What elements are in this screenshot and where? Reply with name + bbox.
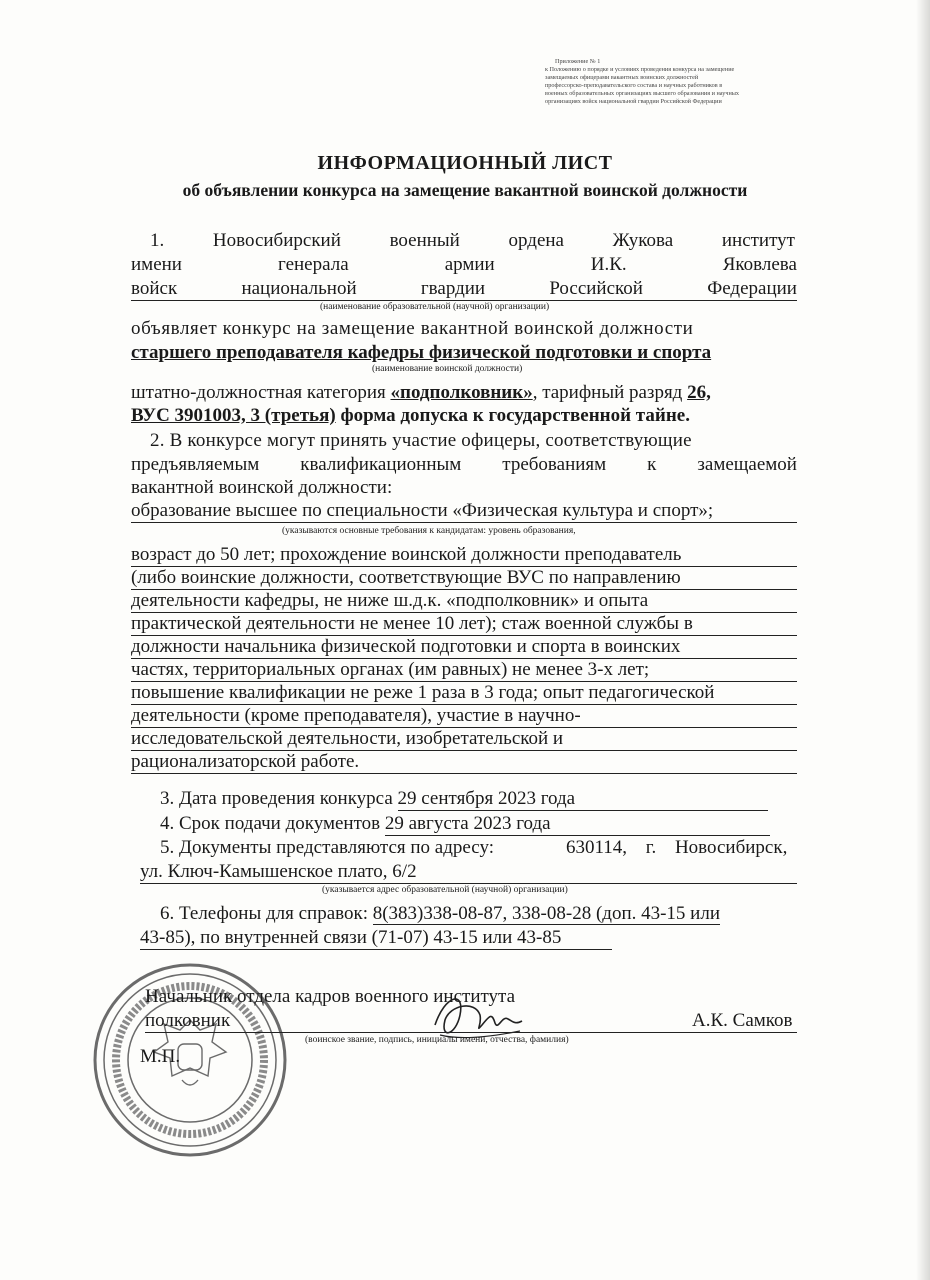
requirement-line: возраст до 50 лет; прохождение воинской должности преподаватель — [131, 544, 797, 567]
category-prefix: штатно-должностная категория — [131, 382, 391, 403]
signer-rank: полковник — [145, 1010, 231, 1031]
org-word: Жукова — [612, 230, 674, 251]
handwritten-signature — [420, 985, 530, 1055]
org-word: армии — [444, 254, 495, 275]
requirement-line: должности начальника физической подготовки и спорта в воинских — [131, 636, 797, 659]
org-word: генерала — [278, 254, 349, 275]
category-mid: , тарифный разряд — [532, 382, 688, 403]
appendix-line: к Положению о порядке и условиях проведения конкурса на замещение — [545, 66, 735, 73]
signature-hint: (воинское звание, подпись, инициалы имени, отчества, фамилия) — [305, 1035, 569, 1045]
appendix-note — [545, 58, 795, 106]
grade-value: 26, — [687, 382, 711, 403]
section4-line — [160, 813, 770, 836]
requirement-line: частях, территориальных органах (им равных) не менее 3-х лет; — [131, 659, 797, 682]
appendix-line: организациях войск национальной гвардии Российской Федерации — [545, 98, 722, 105]
section2-line3: вакантной воинской должности: — [131, 477, 393, 498]
section-number: 1. — [150, 230, 165, 251]
org-word: ордена — [508, 230, 564, 251]
org-word: национальной — [241, 278, 357, 299]
phones-label: 6. Телефоны для справок: — [160, 903, 373, 924]
appendix-line: Приложение № 1 — [555, 58, 601, 65]
appendix-line: военных образовательных организациях высшего образования и научных — [545, 90, 740, 97]
org-word: Федерации — [707, 278, 797, 299]
phones-line-2 — [140, 927, 612, 950]
vus-suffix: форма допуска к государственной тайне. — [335, 405, 690, 426]
org-word: И.К. — [590, 254, 627, 275]
req-word: квалификационным — [300, 454, 462, 475]
section2-line1: 2. В конкурсе могут принять участие офицеры, соответствующие — [150, 430, 692, 451]
org-word: институт — [721, 230, 795, 251]
req-word: замещаемой — [697, 454, 797, 475]
address-hint: (указывается адрес образовательной (научной) организации) — [322, 885, 568, 895]
org-word: Российской — [549, 278, 643, 299]
address-label: 5. Документы представляются по адресу: — [160, 837, 495, 858]
org-word: имени — [131, 254, 182, 275]
org-word: войск — [131, 278, 178, 299]
announce-text: объявляет конкурс на замещение вакантной воинской должности — [131, 318, 694, 339]
org-word: Яковлева — [722, 254, 797, 275]
req-word: предъявляемым — [131, 454, 260, 475]
requirements-hint: (указываются основные требования к кандидатам: уровень образования, — [282, 526, 576, 536]
org-word: военный — [389, 230, 460, 251]
address-value-2: ул. Ключ-Камышенское плато, 6/2 — [140, 861, 797, 884]
requirement-line: повышение квалификации не реже 1 раза в 3 года; опыт педагогической — [131, 682, 797, 705]
requirement-line: деятельности (кроме преподавателя), участие в научно- — [131, 705, 797, 728]
requirement-line: практической деятельности не менее 10 лет); стаж военной службы в — [131, 613, 797, 636]
position-hint: (наименование воинской должности) — [372, 364, 523, 374]
requirement-line: (либо воинские должности, соответствующие ВУС по направлению — [131, 567, 797, 590]
section3-line — [160, 788, 768, 811]
deadline-value: 29 августа 2023 года — [385, 813, 770, 836]
document-subtitle: об объявлении конкурса на замещение вакантной воинской должности — [182, 180, 748, 200]
signer-position: Начальник отдела кадров военного института — [145, 986, 516, 1007]
seal-place-label: М.П. — [140, 1046, 181, 1067]
requirement-line: деятельности кафедры, не ниже ш.д.к. «подполковник» и опыта — [131, 590, 797, 613]
category-line — [131, 382, 711, 404]
contest-date-value: 29 сентября 2023 года — [398, 788, 768, 811]
appendix-line: профессорско-преподавательского состава и научных работников в — [545, 82, 723, 89]
document-title: ИНФОРМАЦИОННЫЙ ЛИСТ — [317, 152, 613, 174]
org-line-1 — [150, 230, 795, 252]
signer-name: А.К. Самков — [692, 1010, 793, 1031]
requirement-line: исследовательской деятельности, изобретательской и — [131, 728, 797, 751]
org-word: гвардии — [420, 278, 486, 299]
org-word: Новосибирский — [212, 230, 341, 251]
address-value-1: 630114, г. Новосибирск, — [566, 837, 788, 858]
deadline-label: 4. Срок подачи документов — [160, 813, 385, 834]
req-word: к — [647, 454, 657, 475]
requirement-line: рационализаторской работе. — [131, 751, 797, 774]
education-line: образование высшее по специальности «Физическая культура и спорт»; — [131, 500, 797, 523]
org-line-3 — [131, 278, 797, 301]
category-value: «подполковник» — [390, 382, 533, 403]
phones-value-1: 8(383)338-08-87, 338-08-28 (доп. 43-15 или — [372, 903, 721, 924]
org-hint: (наименование образовательной (научной) организации) — [320, 302, 550, 312]
section2-line2 — [131, 454, 797, 476]
vus-value: ВУС 3901003, 3 (третья) — [131, 405, 336, 426]
position-text: старшего преподавателя кафедры физической подготовки и спорта — [131, 342, 712, 363]
req-word: требованиям — [502, 454, 607, 475]
vus-line — [131, 405, 690, 427]
org-line-2 — [131, 254, 797, 276]
phones-value-2: 43-85), по внутренней связи (71-07) 43-15 или 43-85 — [140, 927, 612, 950]
phones-line-1 — [160, 903, 720, 925]
appendix-line: замещаемых офицерами вакантных воинских должностей — [545, 74, 699, 81]
contest-date-label: 3. Дата проведения конкурса — [160, 788, 398, 809]
